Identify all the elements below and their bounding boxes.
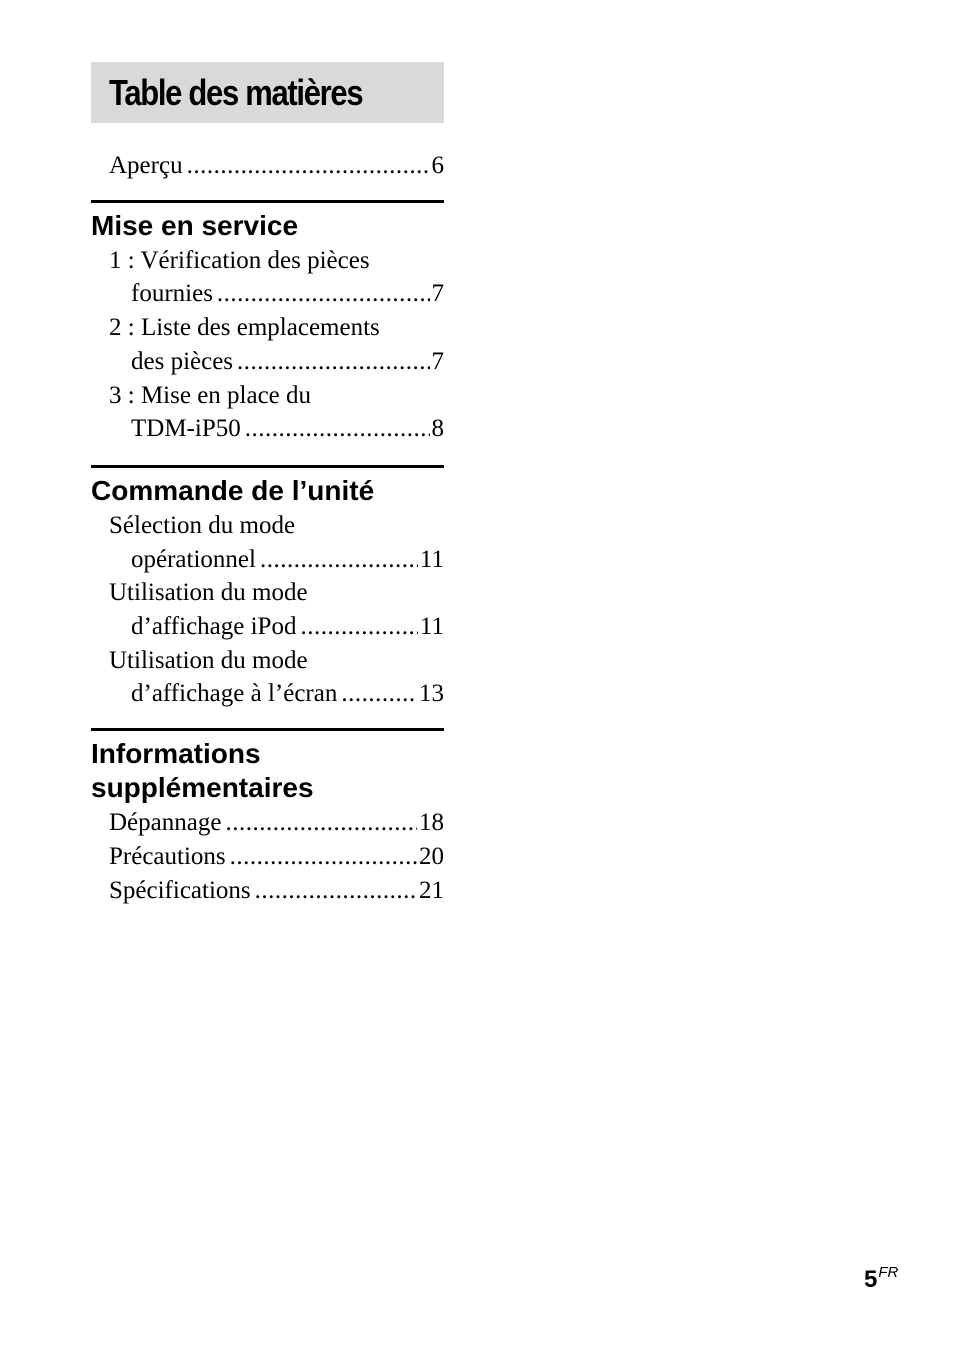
toc-entry-label: Sélection du mode [109,511,296,539]
toc-leader-dots [300,610,417,644]
toc-line [109,610,444,644]
toc-line [109,277,444,311]
toc-line [109,677,444,711]
toc-page-number: 7 [431,347,444,375]
toc-page-number: 21 [419,876,444,904]
toc-entry-label-cont: des pièces [131,347,234,375]
section-heading: Informations supplémentaires [91,738,314,804]
toc-entry-label-cont: fournies [131,280,213,308]
toc-page-number: 11 [419,545,444,573]
toc-entry-label: Dépannage [109,809,222,837]
toc-leader-dots [341,677,417,711]
toc-leader-dots [255,874,417,908]
toc-entry-label-cont: d’affichage à l’écran [131,680,338,708]
page-number [864,1264,898,1294]
toc-line [109,543,444,577]
toc-line [109,509,444,543]
toc-entry-label: Précautions [109,842,226,870]
toc-page-number: 8 [431,415,444,443]
toc-entry[interactable] [91,576,444,643]
toc-leader-dots [260,543,418,577]
toc-entry[interactable] [91,311,444,378]
section-heading: Commande de l’unité [91,474,375,506]
toc-entry-label: 2 : Liste des emplacements [109,314,380,342]
toc-entry-label-cont: TDM-iP50 [131,415,241,443]
toc-entry-label: Utilisation du mode [109,579,308,607]
table-of-contents [91,62,444,907]
toc-title-box [91,62,444,123]
toc-section-informations [91,728,444,907]
toc-entry[interactable] [91,874,444,908]
toc-entry-label: Aperçu [109,152,183,179]
toc-entry-label: Utilisation du mode [109,646,308,674]
page-number-value: 5 [864,1266,878,1293]
toc-entry[interactable] [91,379,444,446]
toc-line [109,874,444,908]
toc-line [109,345,444,379]
toc-line [109,644,444,678]
toc-entry-intro[interactable] [91,149,444,183]
toc-line [109,806,444,840]
toc-entry-label: 3 : Mise en place du [109,381,312,409]
toc-section-commande [91,465,444,711]
toc-entry-label-cont: opérationnel [131,545,256,573]
toc-page-number: 20 [419,842,444,870]
toc-entry-label: Spécifications [109,876,251,904]
toc-entry[interactable] [91,509,444,576]
page-language-code: FR [878,1264,899,1281]
section-heading: Mise en service [91,209,299,241]
toc-page-number: 13 [419,680,444,708]
toc-line [109,244,444,278]
toc-line [109,412,444,446]
toc-section-mise-en-service [91,200,444,446]
toc-leader-dots [225,806,417,840]
toc-entry-label: 1 : Vérification des pièces [109,246,370,274]
toc-page-number: 11 [419,613,444,641]
toc-line [109,840,444,874]
toc-line [109,311,444,345]
toc-entry-label-cont: d’affichage iPod [131,613,297,641]
toc-line [109,576,444,610]
toc-leader-dots [237,345,429,379]
toc-leader-dots [187,149,430,183]
toc-entry[interactable] [91,244,444,311]
toc-leader-dots [245,412,430,446]
page-title: Table des matières [109,71,363,113]
toc-page-number: 6 [431,152,444,179]
toc-leader-dots [230,840,417,874]
toc-entry[interactable] [91,840,444,874]
toc-leader-dots [217,277,430,311]
toc-entry[interactable] [91,644,444,711]
toc-page-number: 18 [419,809,444,837]
toc-line [109,149,444,183]
toc-line [109,379,444,413]
toc-entry[interactable] [91,806,444,840]
toc-page-number: 7 [431,280,444,308]
